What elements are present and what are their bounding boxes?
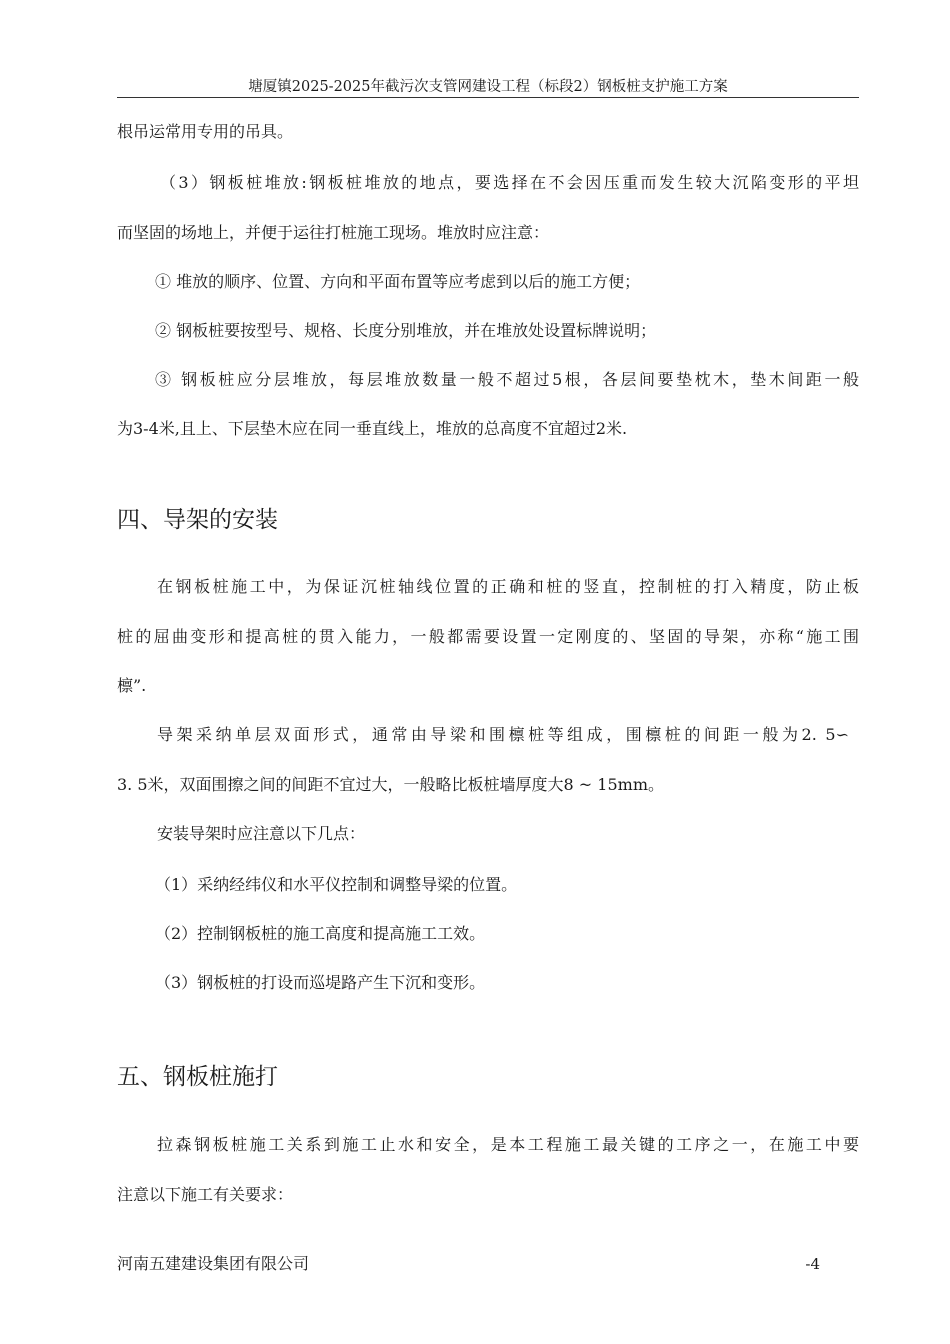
section-heading: 四、导架的安装: [117, 507, 278, 533]
list-item: （1）采纳经纬仪和水平仪控制和调整导梁的位置。: [155, 875, 518, 894]
paragraph-line: 拉森钢板桩施工关系到施工止水和安全，是本工程施工最关键的工序之一，在施工中要: [157, 1135, 859, 1154]
section-heading: 五、钢板桩施打: [117, 1064, 278, 1090]
list-item: ① 堆放的顺序、位置、方向和平面布置等应考虑到以后的施工方便；: [155, 272, 641, 291]
paragraph-line: 注意以下施工有关要求：: [117, 1185, 294, 1204]
list-item: ③ 钢板桩应分层堆放，每层堆放数量一般不超过5根，各层间要垫枕木，垫木间距一般: [155, 370, 859, 389]
paragraph-line: 而坚固的场地上，并便于运往打桩施工现场。堆放时应注意：: [117, 223, 550, 242]
paragraph-line: 根吊运常用专用的吊具。: [117, 122, 294, 141]
header-divider: [117, 97, 859, 98]
paragraph-line: 导架采纳单层双面形式，通常由导梁和围檩桩等组成，围檩桩的间距一般为2. 5∽: [157, 725, 849, 744]
list-item: ② 钢板桩要按型号、规格、长度分别堆放，并在堆放处设置标牌说明；: [155, 321, 657, 340]
page-header-title: 塘厦镇2025-2025年截污次支管网建设工程（标段2）钢板桩支护施工方案: [248, 79, 728, 95]
paragraph-line: 檩”.: [117, 676, 147, 695]
page-number: -4: [805, 1255, 820, 1273]
paragraph-line: 在钢板桩施工中，为保证沉桩轴线位置的正确和桩的竖直，控制桩的打入精度，防止板: [157, 577, 859, 596]
paragraph-line: 桩的屈曲变形和提高桩的贯入能力，一般都需要设置一定刚度的、坚固的导架，亦称“施工围: [117, 627, 859, 646]
paragraph-line: 安装导架时应注意以下几点：: [157, 824, 366, 843]
paragraph-line: 为3-4米,且上、下层垫木应在同一垂直线上，堆放的总高度不宜超过2米.: [117, 419, 628, 438]
footer-company: 河南五建建设集团有限公司: [117, 1254, 310, 1273]
list-item: （3）钢板桩的打设而巡堤路产生下沉和变形。: [155, 973, 486, 992]
list-item: （2）控制钢板桩的施工高度和提高施工工效。: [155, 924, 486, 943]
paragraph-line: （3）钢板桩堆放:钢板桩堆放的地点，要选择在不会因压重而发生较大沉陷变形的平坦: [160, 173, 859, 192]
paragraph-line: 3. 5米，双面围擦之间的间距不宜过大，一般略比板桩墙厚度大8 ~ 15mm。: [117, 775, 664, 794]
